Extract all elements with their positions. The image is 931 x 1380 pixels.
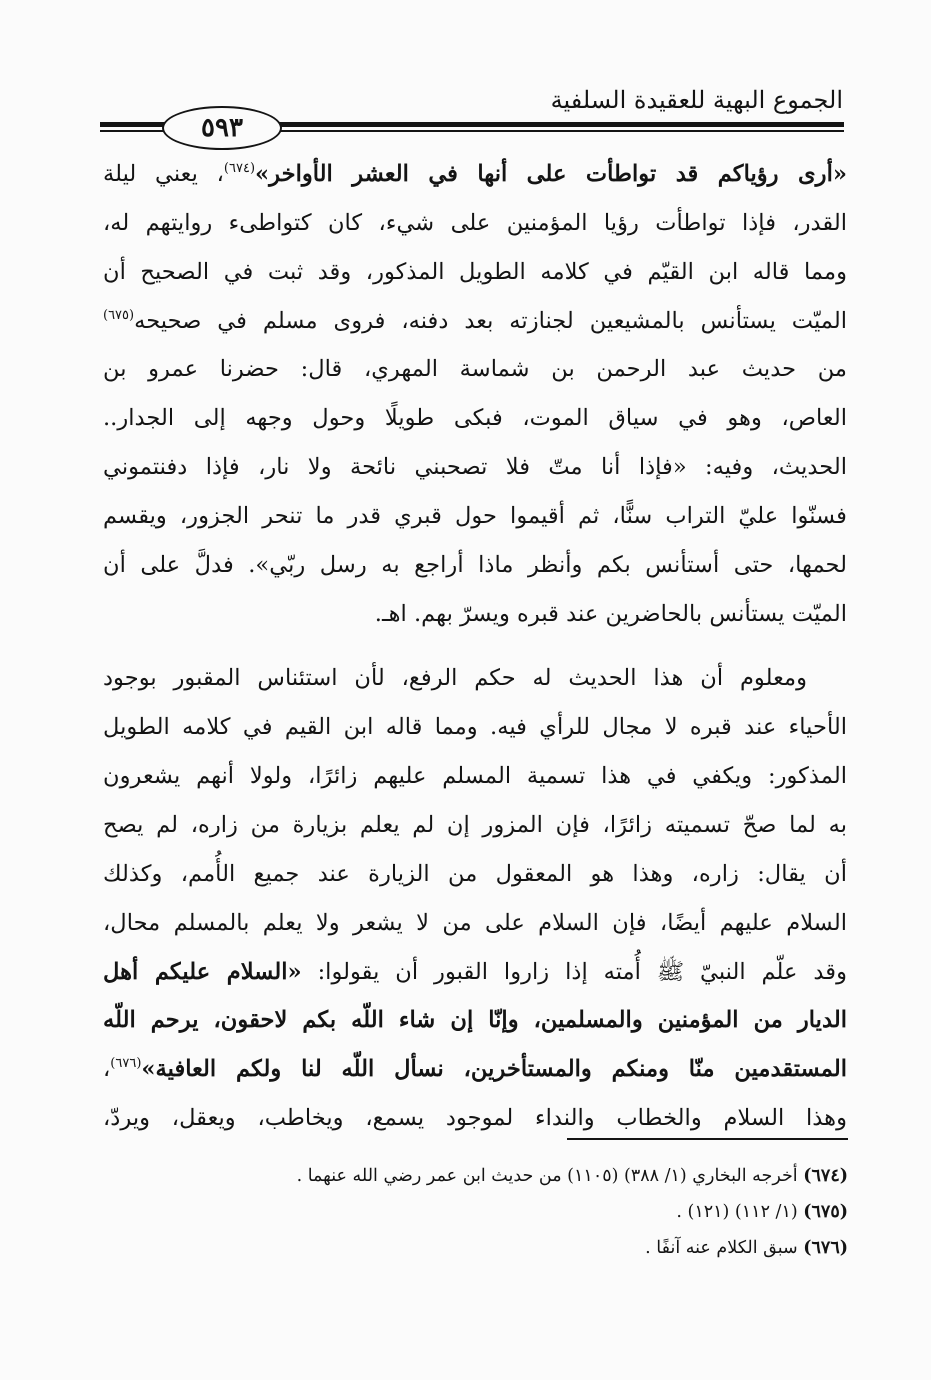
text-fragment: ، يعني ليلة: [103, 161, 224, 187]
page-number: ٥٩٣: [162, 106, 282, 150]
text-line: القدر، فإذا تواطأت رؤيا المؤمنين على شيء، كان كتواطىء روايتهم له،: [103, 209, 847, 236]
main-text: [103, 150, 847, 1143]
text-line: [103, 1045, 847, 1094]
text-line: الأحياء عند قبره لا مجال للرأي فيه. ومما قاله ابن القيم في كلامه الطويل: [103, 714, 847, 741]
hadith-quote: الديار من المؤمنين والمسلمين، وإنّا إن شاء اللّه بكم لاحقون، يرحم اللّه: [103, 1007, 847, 1034]
hadith-quote: «أرى رؤياكم قد تواطأت على أنها في العشر الأواخر»: [255, 161, 847, 187]
text-line: ومعلوم أن هذا الحديث له حكم الرفع، لأن استئناس المقبور بوجود: [103, 665, 807, 692]
footnote-ref[interactable]: (٦٧٥): [103, 307, 135, 323]
text-line: أن يقال: زاره، وهذا هو المعقول من الزيارة عند جميع الأُمم، وكذلك: [103, 860, 847, 887]
text-line: وهذا السلام والخطاب والنداء لموجود يسمع، ويخاطب، ويعقل، ويردّ،: [103, 1105, 847, 1132]
text-line: فسنّوا عليّ التراب سنًّا، ثم أقيموا حول قبري قدر ما تنحر الجزور، ويقسم: [103, 502, 847, 529]
footnote-number: (٦٧٥): [803, 1202, 848, 1222]
footnote-ref[interactable]: (٦٧٤): [223, 161, 256, 176]
hadith-quote: المستقدمين منّا ومنكم والمستأخرين، نسأل اللّه لنا ولكم العافية»: [141, 1056, 847, 1083]
text-line: ومما قاله ابن القيّم في كلامه الطويل المذكور، وقد ثبت في الصحيح أن: [103, 258, 847, 285]
footnotes: [148, 1158, 848, 1266]
text-fragment: وقد علّم النبيّ ﷺ أُمته إذا زاروا القبور أن يقولوا:: [317, 958, 847, 985]
text-fragment: الميّت يستأنس بالمشيعين لجنازته بعد دفنه، فروى مسلم في صحيحه: [134, 307, 847, 334]
paragraph-gap: [103, 638, 847, 654]
footnote: [148, 1158, 848, 1194]
text-line: [103, 297, 847, 346]
text-line: المذكور: ويكفي في هذا تسمية المسلم عليهم زائرًا، ولولا أنهم يشعرون: [103, 763, 847, 790]
text-line: السلام عليهم أيضًا، فإن السلام على من لا يشعر ولا يعلم بالمسلم محال،: [103, 909, 847, 936]
footnote-ref[interactable]: (٦٧٦): [110, 1056, 142, 1072]
text-fragment: ،: [103, 1056, 111, 1083]
footnote-number: (٦٧٤): [803, 1166, 848, 1186]
text-line: العاص، وهو في سياق الموت، فبكى طويلًا وحول وجهه إلى الجدار..: [103, 405, 847, 432]
text-line: الميّت يستأنس بالحاضرين عند قبره ويسرّ بهم. اهـ.: [374, 600, 847, 627]
text-line: [103, 948, 847, 997]
text-line: لحمها، حتى أستأنس بكم وأنظر ماذا أراجع به رسل ربّي». فدلَّ على أن: [103, 551, 847, 578]
footnote-number: (٦٧٦): [803, 1238, 848, 1258]
footnote-separator: [567, 1138, 848, 1140]
footnote-text: أخرجه البخاري (١/ ٣٨٨) (١١٠٥) من حديث ابن عمر رضي الله عنهما .: [296, 1166, 804, 1186]
footnote-text: سبق الكلام عنه آنفًا .: [645, 1238, 804, 1258]
running-header-title: الجموع البهية للعقيدة السلفية: [550, 86, 843, 114]
footnote: [148, 1194, 848, 1230]
hadith-quote: «السلام عليكم أهل: [103, 958, 302, 985]
text-line: [103, 150, 847, 199]
footnote-text: (١/ ١١٢) (١٢١) .: [676, 1202, 804, 1222]
text-line: به لما صحّ تسميته زائرًا، فإن المزور إن لم يعلم بزيارة من زاره، لم يصح: [103, 811, 847, 838]
footnote: [148, 1230, 848, 1266]
text-line: من حديث عبد الرحمن بن شماسة المهري، قال: حضرنا عمرو بن: [103, 356, 847, 383]
text-line: الحديث، وفيه: «فإذا أنا متّ فلا تصحبني نائحة ولا نار، فإذا دفنتموني: [103, 454, 847, 481]
